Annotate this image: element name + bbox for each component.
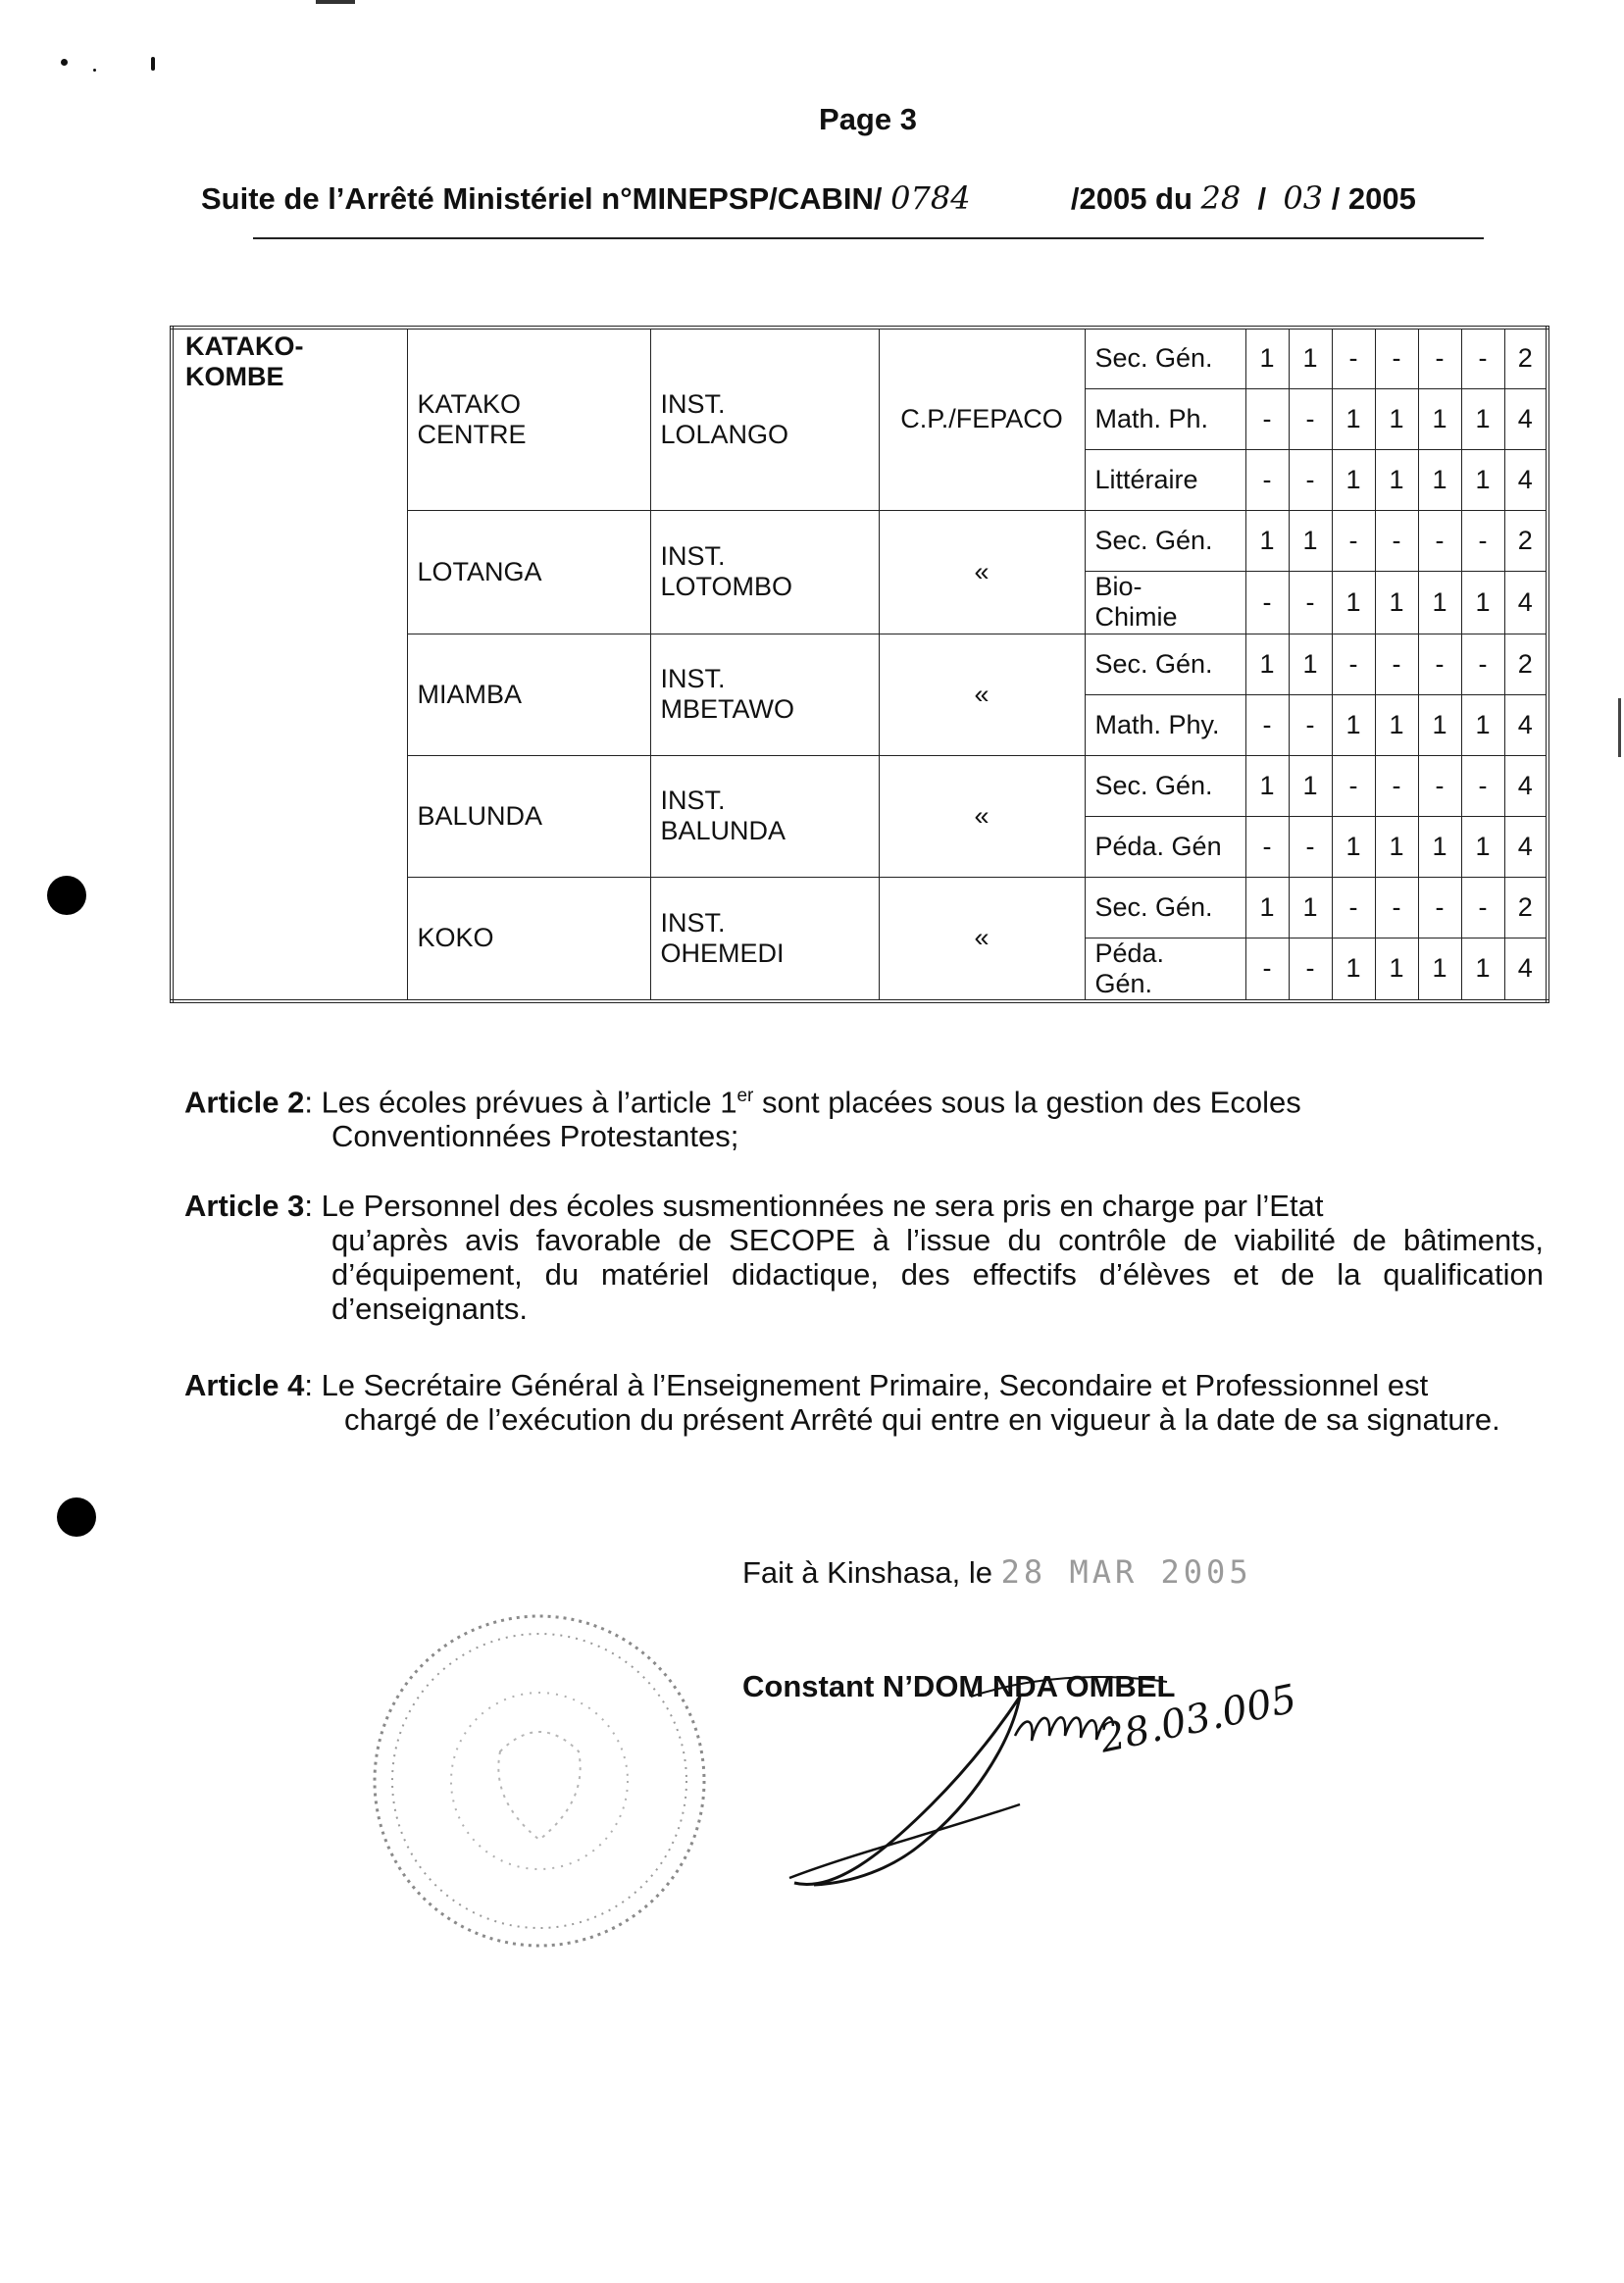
scan-edge-mark [1618, 698, 1621, 757]
signer-name: Constant N’DOM NDA OMBEL [742, 1669, 1176, 1703]
handwritten-signature-date: 28.03.005 [1095, 1676, 1301, 1762]
value-cell: 4 [1504, 388, 1548, 449]
value-cell: 1 [1375, 449, 1418, 510]
option-cell: Péda. Gén [1085, 816, 1245, 877]
value-cell: 1 [1332, 388, 1375, 449]
value-cell: - [1289, 388, 1332, 449]
reference-prefix: Suite de l’Arrêté Ministériel n°MINEPSP/CABIN/ [201, 181, 883, 216]
management-cell: « [879, 510, 1085, 634]
value-cell: 1 [1461, 694, 1504, 755]
value-cell: - [1375, 877, 1418, 938]
value-cell: - [1245, 571, 1289, 634]
value-cell: 1 [1375, 938, 1418, 1001]
reference-year: /2005 du [1070, 181, 1193, 216]
value-cell: - [1245, 816, 1289, 877]
value-cell: - [1245, 938, 1289, 1001]
value-cell: 1 [1375, 388, 1418, 449]
option-cell: Littéraire [1085, 449, 1245, 510]
value-cell: 2 [1504, 328, 1548, 388]
value-cell: - [1418, 877, 1461, 938]
option-cell: Sec. Gén. [1085, 634, 1245, 694]
school-cell: INST. MBETAWO [650, 634, 879, 755]
locality-cell: KATAKO CENTRE [407, 328, 650, 510]
article-label: Article 4 [184, 1368, 305, 1402]
value-cell: - [1332, 510, 1375, 571]
value-cell: 1 [1418, 571, 1461, 634]
value-cell: 4 [1504, 571, 1548, 634]
value-cell: 1 [1289, 877, 1332, 938]
option-cell: Bio- Chimie [1085, 571, 1245, 634]
article-superscript: er [736, 1086, 754, 1106]
school-cell: INST. BALUNDA [650, 755, 879, 877]
school-cell: INST. LOLANGO [650, 328, 879, 510]
locality-cell: MIAMBA [407, 634, 650, 755]
official-seal-icon [363, 1604, 716, 1957]
option-cell: Math. Phy. [1085, 694, 1245, 755]
school-cell: INST. LOTOMBO [650, 510, 879, 634]
value-cell: 1 [1418, 938, 1461, 1001]
schools-table [170, 326, 1549, 1003]
management-cell: « [879, 755, 1085, 877]
value-cell: - [1461, 328, 1504, 388]
value-cell: 1 [1289, 634, 1332, 694]
article-continuation: Conventionnées Protestantes; [331, 1119, 739, 1154]
value-cell: 4 [1504, 755, 1548, 816]
decree-reference [201, 179, 1540, 217]
value-cell: 1 [1245, 634, 1289, 694]
value-cell: - [1461, 755, 1504, 816]
value-cell: 1 [1245, 510, 1289, 571]
management-cell: C.P./FEPACO [879, 328, 1085, 510]
value-cell: - [1375, 510, 1418, 571]
value-cell: 1 [1332, 449, 1375, 510]
value-cell: - [1289, 816, 1332, 877]
value-cell: - [1418, 634, 1461, 694]
value-cell: 4 [1504, 449, 1548, 510]
scan-speck [93, 69, 96, 72]
article-label: Article 2 [184, 1085, 305, 1120]
option-cell: Sec. Gén. [1085, 328, 1245, 388]
value-cell: 1 [1332, 694, 1375, 755]
reference-day-handwritten: 28 [1200, 179, 1242, 217]
value-cell: 1 [1461, 816, 1504, 877]
value-cell: - [1418, 328, 1461, 388]
article-2 [184, 1079, 1544, 1153]
value-cell: 4 [1504, 694, 1548, 755]
article-label: Article 3 [184, 1189, 305, 1223]
value-cell: - [1289, 571, 1332, 634]
value-cell: 1 [1289, 328, 1332, 388]
value-cell: 1 [1245, 328, 1289, 388]
stamped-date: 28 MAR 2005 [1000, 1553, 1252, 1591]
punch-hole [47, 876, 86, 915]
value-cell: 4 [1504, 816, 1548, 877]
option-cell: Sec. Gén. [1085, 877, 1245, 938]
value-cell: - [1289, 938, 1332, 1001]
value-cell: 4 [1504, 938, 1548, 1001]
value-cell: 2 [1504, 510, 1548, 571]
place-date-label: Fait à Kinshasa, le [742, 1555, 993, 1590]
value-cell: - [1332, 877, 1375, 938]
reference-number-handwritten: 0784 [890, 179, 971, 217]
reference-year-end: / 2005 [1331, 181, 1416, 216]
article-text: : Le Secrétaire Général à l’Enseignement Primaire, Secondaire et Professionnel est [304, 1368, 1429, 1402]
value-cell: 1 [1461, 571, 1504, 634]
article-text: : Le Personnel des écoles susmentionnées ne sera pris en charge par l’Etat [304, 1189, 1324, 1223]
value-cell: 1 [1461, 449, 1504, 510]
table-row [172, 328, 1548, 388]
value-cell: - [1418, 755, 1461, 816]
option-cell: Péda. Gén. [1085, 938, 1245, 1001]
value-cell: 1 [1461, 388, 1504, 449]
value-cell: 2 [1504, 634, 1548, 694]
value-cell: - [1332, 755, 1375, 816]
value-cell: 1 [1289, 510, 1332, 571]
article-text: : Les écoles prévues à l’article 1 [304, 1085, 737, 1120]
locality-cell: KOKO [407, 877, 650, 1001]
management-cell: « [879, 634, 1085, 755]
value-cell: - [1245, 449, 1289, 510]
scan-mark [316, 0, 355, 4]
value-cell: - [1375, 634, 1418, 694]
value-cell: - [1245, 694, 1289, 755]
value-cell: 1 [1418, 816, 1461, 877]
header-rule [253, 237, 1484, 239]
article-text-cont: sont placées sous la gestion des Ecoles [753, 1085, 1301, 1120]
article-continuation: qu’après avis favorable de SECOPE à l’issue du contrôle de viabilité de bâtiments, d’équipement, du matériel didactique, des effectifs d’élèves et de la qualification d’enseignants. [331, 1223, 1544, 1326]
page-number: Page 3 [819, 102, 917, 136]
option-cell: Math. Ph. [1085, 388, 1245, 449]
value-cell: - [1332, 634, 1375, 694]
value-cell: 1 [1418, 449, 1461, 510]
value-cell: 1 [1332, 816, 1375, 877]
management-cell: « [879, 877, 1085, 1001]
value-cell: - [1375, 328, 1418, 388]
value-cell: - [1418, 510, 1461, 571]
value-cell: 1 [1461, 938, 1504, 1001]
article-continuation: chargé de l’exécution du présent Arrêté qui entre en vigueur à la date de sa signature. [344, 1402, 1500, 1437]
article-3 [184, 1189, 1544, 1326]
locality-cell: LOTANGA [407, 510, 650, 634]
article-4 [184, 1368, 1544, 1437]
value-cell: 1 [1375, 571, 1418, 634]
school-cell: INST. OHEMEDI [650, 877, 879, 1001]
value-cell: 1 [1332, 571, 1375, 634]
reference-month-handwritten: 03 [1283, 179, 1324, 217]
value-cell: 1 [1375, 694, 1418, 755]
option-cell: Sec. Gén. [1085, 510, 1245, 571]
option-cell: Sec. Gén. [1085, 755, 1245, 816]
value-cell: - [1332, 328, 1375, 388]
value-cell: 1 [1332, 938, 1375, 1001]
value-cell: 1 [1375, 816, 1418, 877]
value-cell: - [1289, 694, 1332, 755]
punch-hole [57, 1497, 96, 1537]
value-cell: - [1461, 510, 1504, 571]
scan-speck [61, 59, 68, 66]
value-cell: - [1245, 388, 1289, 449]
reference-separator: / [1257, 181, 1267, 216]
scan-speck [151, 57, 155, 71]
value-cell: 1 [1245, 755, 1289, 816]
value-cell: - [1461, 877, 1504, 938]
place-and-date [742, 1553, 1252, 1591]
value-cell: 2 [1504, 877, 1548, 938]
value-cell: 1 [1418, 694, 1461, 755]
region-cell: KATAKO- KOMBE [172, 328, 407, 1001]
value-cell: - [1461, 634, 1504, 694]
value-cell: - [1289, 449, 1332, 510]
value-cell: 1 [1418, 388, 1461, 449]
value-cell: - [1375, 755, 1418, 816]
value-cell: 1 [1245, 877, 1289, 938]
value-cell: 1 [1289, 755, 1332, 816]
locality-cell: BALUNDA [407, 755, 650, 877]
